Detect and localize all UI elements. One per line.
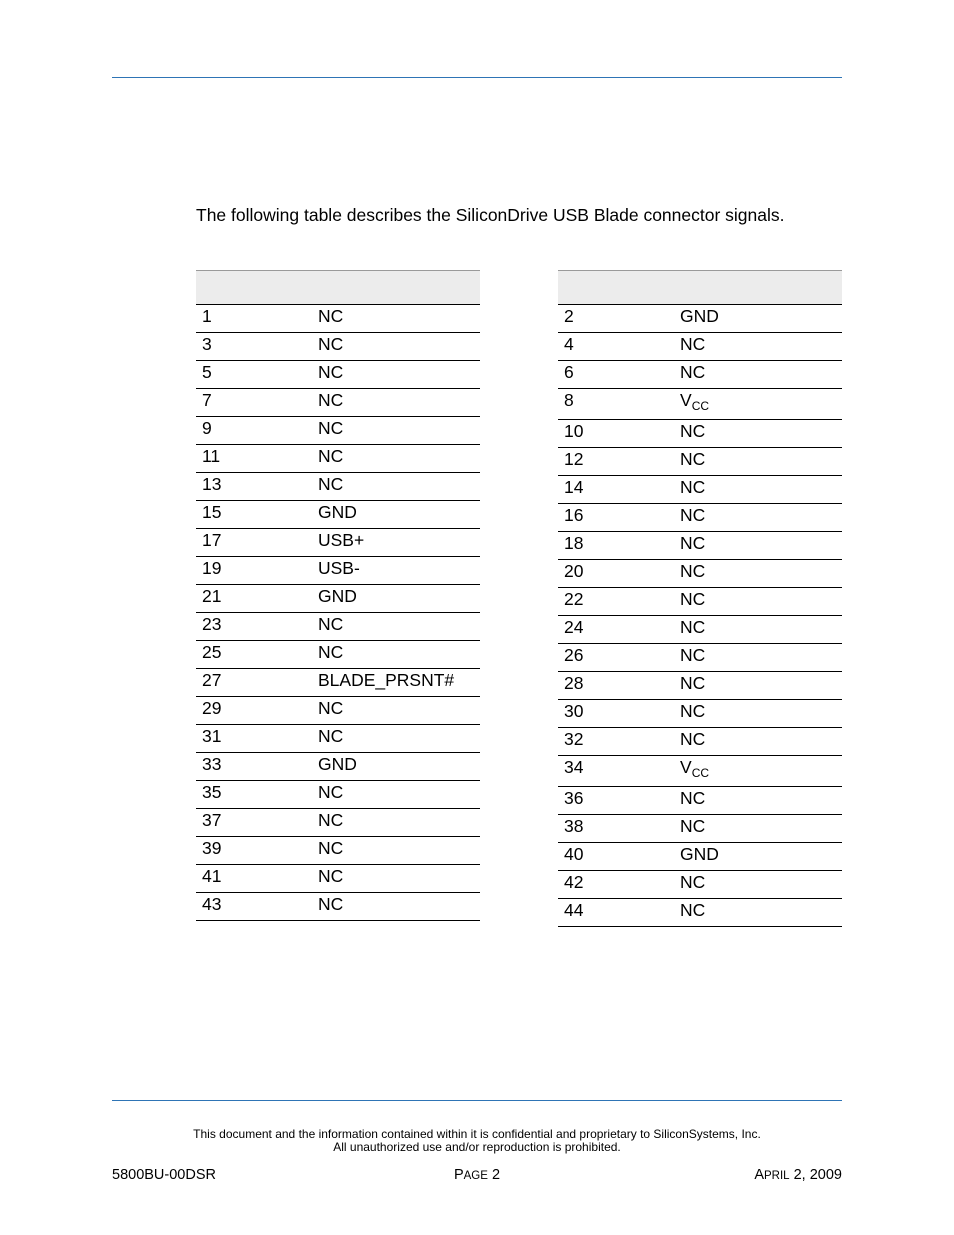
signal-text: NC: [680, 505, 706, 525]
confidentiality-notice: This document and the information contained within it is confidential and proprietary to SiliconSystems, Inc.: [193, 1127, 761, 1141]
signal-text: NC: [680, 617, 706, 637]
signal-name: [312, 893, 480, 921]
signal-text: GND: [318, 754, 357, 774]
page-label: PAGE: [453, 1167, 488, 1183]
pin-number: 33: [196, 753, 312, 781]
signal-text: NC: [318, 782, 344, 802]
pin-number: 12: [558, 448, 674, 476]
table-row: [196, 837, 480, 865]
table-row: [558, 361, 842, 389]
signal-text: NC: [318, 726, 344, 746]
pin-number: 16: [558, 504, 674, 532]
date-month: APRIL: [754, 1167, 790, 1183]
signal-subscript: CC: [691, 399, 710, 413]
pin-number: 3: [196, 333, 312, 361]
pin-number: 24: [558, 616, 674, 644]
signal-text: NC: [680, 872, 706, 892]
pin-number: 23: [196, 613, 312, 641]
signal-text: GND: [318, 502, 357, 522]
pin-number: 31: [196, 725, 312, 753]
signal-name: [312, 501, 480, 529]
signal-text: NC: [680, 477, 706, 497]
signal-text: V: [680, 390, 692, 410]
signal-text: NC: [318, 306, 344, 326]
pin-number: 5: [196, 361, 312, 389]
signal-name: [674, 420, 842, 448]
table-row: [196, 641, 480, 669]
pin-number: 42: [558, 871, 674, 899]
pin-number: 18: [558, 532, 674, 560]
signal-name: [312, 697, 480, 725]
signal-name: [312, 753, 480, 781]
signal-name: [674, 899, 842, 927]
pin-number: 30: [558, 700, 674, 728]
signal-text: NC: [680, 701, 706, 721]
pin-number: 41: [196, 865, 312, 893]
signal-text: NC: [318, 362, 344, 382]
pin-number: 17: [196, 529, 312, 557]
table-row: [558, 305, 842, 333]
table-row: [196, 389, 480, 417]
pin-table-right-body: [558, 305, 842, 927]
signal-name: [674, 871, 842, 899]
signal-text: NC: [680, 900, 706, 920]
signal-name: [674, 843, 842, 871]
pin-number: 20: [558, 560, 674, 588]
table-row: [196, 753, 480, 781]
signal-text: NC: [318, 446, 344, 466]
table-row: [558, 672, 842, 700]
signal-text: NC: [680, 729, 706, 749]
signal-text: GND: [318, 586, 357, 606]
table-row: [558, 787, 842, 815]
pin-number: 13: [196, 473, 312, 501]
signal-text: V: [680, 757, 692, 777]
signal-name: [312, 809, 480, 837]
table-row: [196, 333, 480, 361]
table-row: [558, 871, 842, 899]
table-row: [558, 644, 842, 672]
pin-number: 38: [558, 815, 674, 843]
pin-number: 44: [558, 899, 674, 927]
signal-name: [674, 815, 842, 843]
signal-name: [312, 585, 480, 613]
pin-table-left: [196, 270, 480, 921]
pin-number: 26: [558, 644, 674, 672]
table-row: [196, 809, 480, 837]
pin-number: 43: [196, 893, 312, 921]
table-row: [558, 843, 842, 871]
signal-name: [312, 333, 480, 361]
signal-text: NC: [318, 418, 344, 438]
signal-text: NC: [680, 421, 706, 441]
signal-name: [674, 389, 842, 420]
pin-number: 6: [558, 361, 674, 389]
signal-text: NC: [318, 334, 344, 354]
signal-text: NC: [680, 816, 706, 836]
signal-name: [674, 616, 842, 644]
signal-name: [674, 448, 842, 476]
document-date: [754, 1167, 842, 1183]
table-row: [558, 616, 842, 644]
signal-name: [312, 613, 480, 641]
pin-number: 25: [196, 641, 312, 669]
pin-number: 14: [558, 476, 674, 504]
date-day-year: 2, 2009: [793, 1167, 842, 1183]
table-row: [196, 529, 480, 557]
pin-number: 40: [558, 843, 674, 871]
signal-name: [674, 476, 842, 504]
pin-number: 10: [558, 420, 674, 448]
header-rule: [112, 77, 842, 78]
signal-text: NC: [318, 642, 344, 662]
pin-number: 34: [558, 756, 674, 787]
table-row: [196, 865, 480, 893]
signal-name: [674, 588, 842, 616]
table-row: [558, 728, 842, 756]
table-row: [196, 613, 480, 641]
pin-number: 39: [196, 837, 312, 865]
pin-number: 35: [196, 781, 312, 809]
signal-name: [312, 417, 480, 445]
signal-name: [312, 837, 480, 865]
pin-number: 19: [196, 557, 312, 585]
table-row: [196, 725, 480, 753]
table-header-row: [196, 271, 480, 305]
signal-text: NC: [318, 894, 344, 914]
table-header-row: [558, 271, 842, 305]
signal-text: NC: [318, 866, 344, 886]
signal-subscript: CC: [691, 766, 710, 780]
pin-number: 2: [558, 305, 674, 333]
pin-number: 9: [196, 417, 312, 445]
table-row: [558, 700, 842, 728]
signal-text: NC: [680, 334, 706, 354]
table-row: [558, 588, 842, 616]
table-row: [196, 305, 480, 333]
table-row: [558, 389, 842, 420]
signal-text: NC: [318, 614, 344, 634]
table-row: [196, 501, 480, 529]
signal-name: [312, 473, 480, 501]
signal-text: USB+: [318, 530, 365, 550]
pin-number: 21: [196, 585, 312, 613]
intro-paragraph: The following table describes the SiliconDrive USB Blade connector signals.: [196, 205, 785, 225]
table-row: [196, 781, 480, 809]
signal-text: NC: [680, 589, 706, 609]
pin-number: 28: [558, 672, 674, 700]
table-row: [558, 756, 842, 787]
signal-name: [674, 756, 842, 787]
signal-name: [312, 641, 480, 669]
table-row: [196, 697, 480, 725]
signal-name: [674, 787, 842, 815]
signal-text: NC: [680, 362, 706, 382]
table-row: [196, 669, 480, 697]
signal-text: NC: [680, 645, 706, 665]
pin-number: 36: [558, 787, 674, 815]
table-row: [558, 476, 842, 504]
signal-name: [312, 865, 480, 893]
footer-rule: [112, 1100, 842, 1101]
signal-name: [312, 305, 480, 333]
table-row: [196, 417, 480, 445]
signal-name: [674, 305, 842, 333]
table-row: [196, 361, 480, 389]
signal-text: NC: [680, 561, 706, 581]
signal-name: [674, 361, 842, 389]
signal-text: NC: [318, 474, 344, 494]
signal-name: [312, 389, 480, 417]
pin-number: 15: [196, 501, 312, 529]
signal-name: [312, 445, 480, 473]
pin-table-left-body: [196, 305, 480, 921]
signal-name: [312, 669, 480, 697]
table-row: [558, 560, 842, 588]
table-row: [558, 420, 842, 448]
table-row: [558, 532, 842, 560]
page-number: 2: [491, 1167, 501, 1183]
pin-number: 7: [196, 389, 312, 417]
signal-name: [674, 504, 842, 532]
pin-table-right: [558, 270, 842, 927]
signal-text: NC: [318, 390, 344, 410]
table-row: [558, 504, 842, 532]
table-row: [558, 815, 842, 843]
signal-text: NC: [680, 449, 706, 469]
signal-name: [674, 644, 842, 672]
pin-number: 22: [558, 588, 674, 616]
table-row: [196, 893, 480, 921]
pin-number: 8: [558, 389, 674, 420]
table-row: [558, 899, 842, 927]
table-row: [196, 445, 480, 473]
signal-text: NC: [680, 533, 706, 553]
pin-number: 4: [558, 333, 674, 361]
signal-text: BLADE_PRSNT#: [318, 670, 455, 690]
signal-text: GND: [680, 844, 719, 864]
signal-text: USB-: [318, 558, 360, 578]
signal-name: [674, 728, 842, 756]
signal-name: [674, 532, 842, 560]
signal-name: [312, 781, 480, 809]
table-row: [196, 557, 480, 585]
signal-text: NC: [318, 698, 344, 718]
pin-number: 32: [558, 728, 674, 756]
table-row: [558, 333, 842, 361]
signal-name: [674, 560, 842, 588]
signal-text: NC: [680, 788, 706, 808]
pin-number: 1: [196, 305, 312, 333]
unauthorized-use-notice: All unauthorized use and/or reproduction is prohibited.: [333, 1140, 621, 1154]
signal-text: NC: [318, 810, 344, 830]
pin-number: 37: [196, 809, 312, 837]
document-number: 5800BU-00DSR: [112, 1167, 216, 1183]
pin-number: 11: [196, 445, 312, 473]
signal-name: [312, 725, 480, 753]
signal-text: NC: [318, 838, 344, 858]
signal-name: [674, 672, 842, 700]
signal-name: [674, 700, 842, 728]
signal-text: NC: [680, 673, 706, 693]
signal-name: [312, 361, 480, 389]
pin-number: 27: [196, 669, 312, 697]
signal-name: [312, 529, 480, 557]
table-row: [196, 473, 480, 501]
signal-name: [312, 557, 480, 585]
signal-text: GND: [680, 306, 719, 326]
table-row: [558, 448, 842, 476]
table-row: [196, 585, 480, 613]
pin-number: 29: [196, 697, 312, 725]
signal-name: [674, 333, 842, 361]
